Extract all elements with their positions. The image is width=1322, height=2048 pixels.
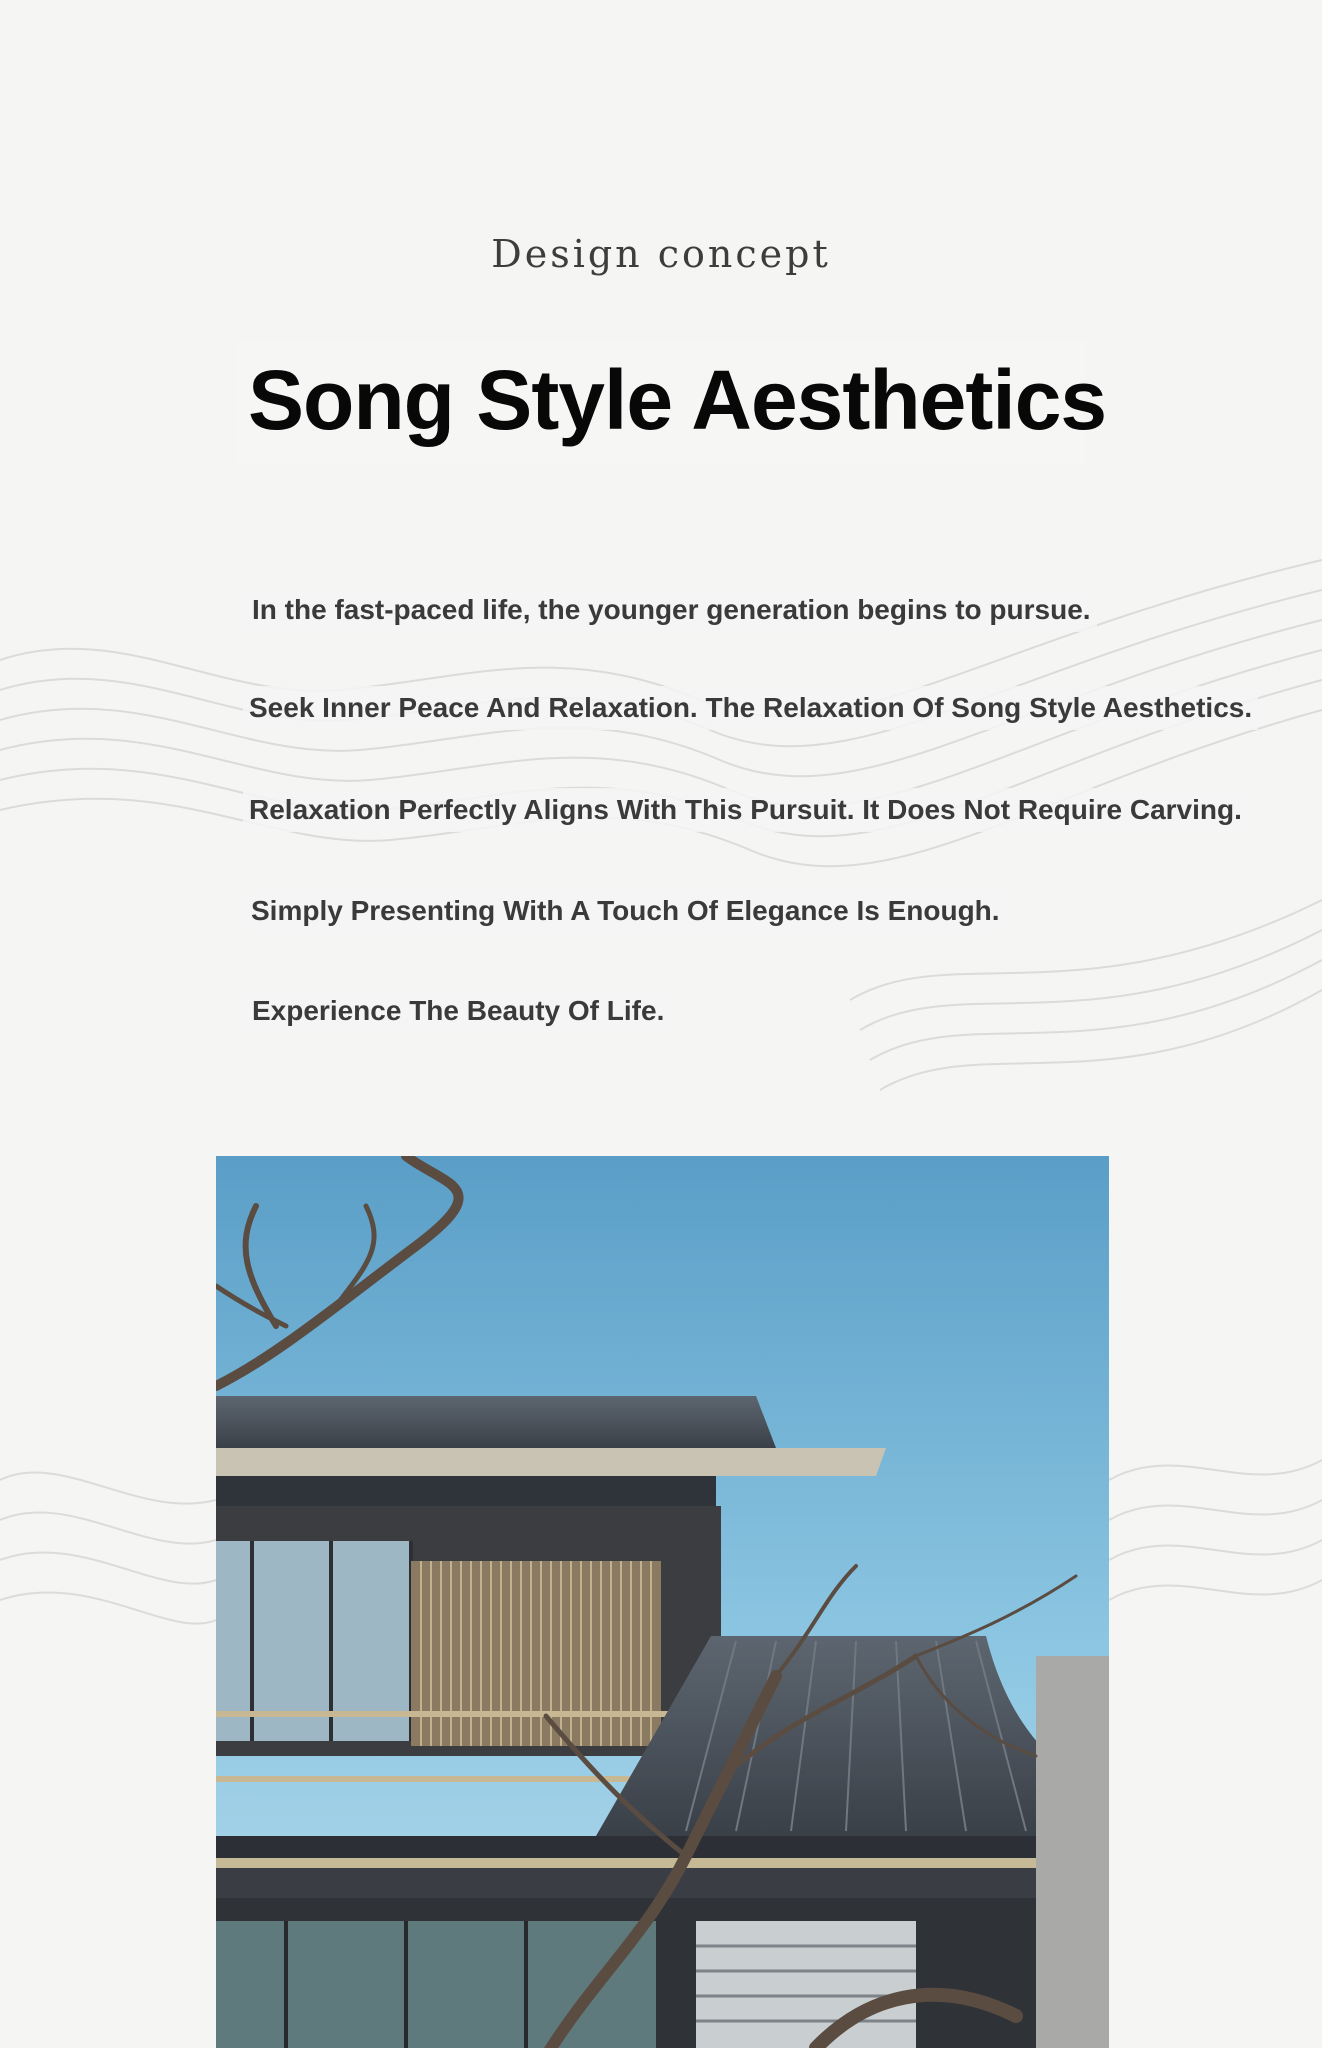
body-line-4: Simply Presenting With A Touch Of Elegance Is Enough. [245, 889, 1006, 933]
body-line-3: Relaxation Perfectly Aligns With This Pursuit. It Does Not Require Carving. [243, 788, 1248, 832]
architecture-photo [216, 1156, 1109, 2048]
body-line-5: Experience The Beauty Of Life. [246, 989, 670, 1033]
page-title: Song Style Aesthetics [248, 353, 1107, 447]
section-kicker: Design concept [491, 232, 831, 276]
body-line-1: In the fast-paced life, the younger generation begins to pursue. [246, 588, 1097, 632]
body-line-2: Seek Inner Peace And Relaxation. The Relaxation Of Song Style Aesthetics. [243, 686, 1258, 730]
